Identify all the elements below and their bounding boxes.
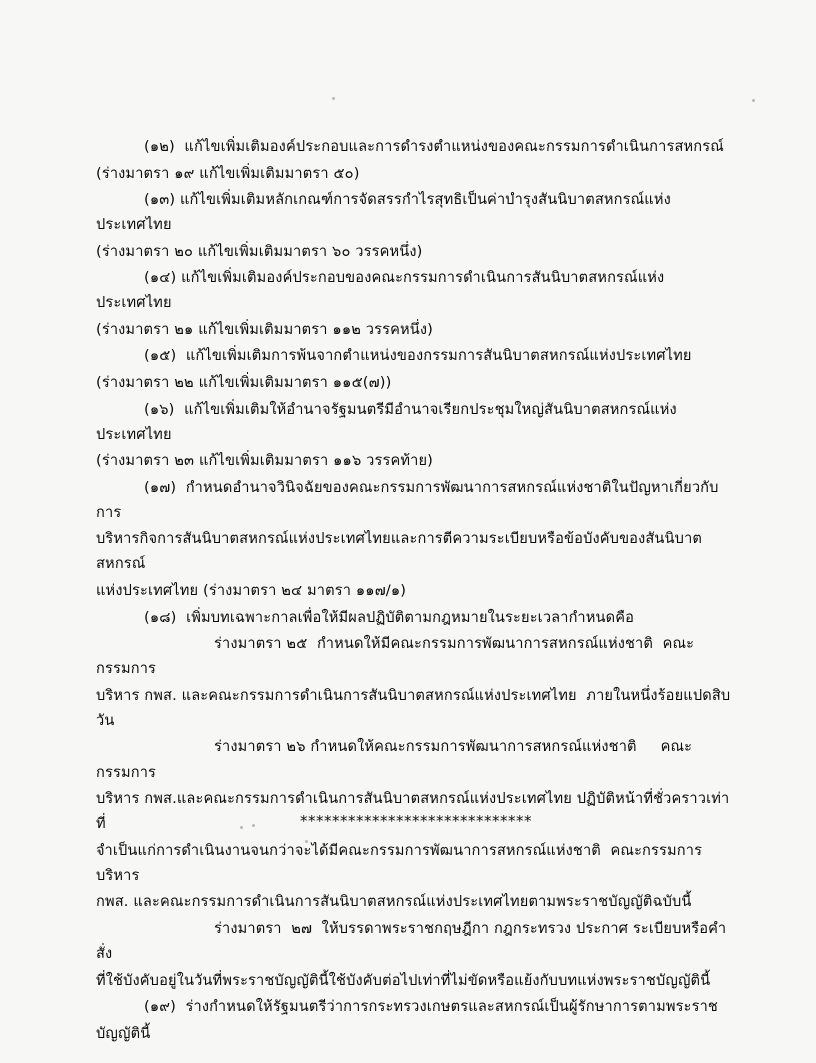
scan-speck [752, 99, 755, 102]
paragraph: บริหาร กพส.และคณะกรรมการดำเนินการสันนิบาตสหกรณ์แห่งประเทศไทย ปฏิบัติหน้าที่ชั่วคราวเท่าที่ [96, 790, 730, 833]
paragraph: (๑๖) แก้ไขเพิ่มเติมให้อำนาจรัฐมนตรีมีอำนาจเรียกประชุมใหญ่สันนิบาตสหกรณ์แห่งประเทศไทย [96, 400, 677, 443]
paragraph: (ร่างมาตรา ๒๓ แก้ไขเพิ่มเติมมาตรา ๑๑๖ วรรคท้าย) [96, 452, 433, 470]
paragraph: (๑๒) แก้ไขเพิ่มเติมองค์ประกอบและการดำรงตำแหน่งของคณะกรรมการดำเนินการสหกรณ์ [144, 138, 724, 155]
paragraph: บริหาร กพส. และคณะกรรมการดำเนินการสันนิบาตสหกรณ์แห่งประเทศไทย ภายในหนึ่งร้อยแปดสิบวัน [96, 686, 731, 729]
paragraph: (๑๗) กำหนดอำนาจวินิจฉัยของคณะกรรมการพัฒนาการสหกรณ์แห่งชาติในปัญหาเกี่ยวกับการ [96, 478, 719, 521]
paragraph: (ร่างมาตรา ๒๑ แก้ไขเพิ่มเติมมาตรา ๑๑๒ วรรคหนึ่ง) [96, 320, 433, 338]
paragraph: กพส. และคณะกรรมการดำเนินการสันนิบาตสหกรณ์แห่งประเทศไทยตามพระราชบัญญัติฉบับนี้ [96, 893, 692, 911]
paragraph: (๑๘) เพิ่มบทเฉพาะกาลเพื่อให้มีผลปฏิบัติตามกฎหมายในระยะเวลากำหนดคือ [144, 608, 635, 626]
paragraph: ร่างมาตรา ๒๖ กำหนดให้คณะกรรมการพัฒนาการสหกรณ์แห่งชาติ คณะกรรมการ [96, 738, 693, 781]
paragraph: (ร่างมาตรา ๒๒ แก้ไขเพิ่มเติมมาตรา ๑๑๕(๗)) [96, 374, 392, 392]
footer-divider: ***************************** [300, 812, 532, 830]
paragraph: บริหารกิจการสันนิบาตสหกรณ์แห่งประเทศไทยและการตีความระเบียบหรือข้อบังคับของสันนิบาตสหกรณ์ [96, 530, 703, 573]
paragraph: (๑๔) แก้ไขเพิ่มเติมองค์ประกอบของคณะกรรมการดำเนินการสันนิบาตสหกรณ์แห่งประเทศไทย [96, 269, 665, 312]
scan-speck [332, 97, 335, 100]
paragraph: (๑๙) ร่างกำหนดให้รัฐมนตรีว่าการกระทรวงเกษตรและสหกรณ์เป็นผู้รักษาการตามพระราช [144, 998, 718, 1016]
paragraph: (๑๕) แก้ไขเพิ่มเติมการพ้นจากตำแหน่งของกรรมการสันนิบาตสหกรณ์แห่งประเทศไทย [144, 347, 692, 365]
paragraph: จำเป็นแก่การดำเนินงานจนกว่าจะได้มีคณะกรรมการพัฒนาการสหกรณ์แห่งชาติ คณะกรรมการบริหาร [96, 841, 703, 884]
paragraph: ร่างมาตรา ๒๕ กำหนดให้มีคณะกรรมการพัฒนาการสหกรณ์แห่งชาติ คณะกรรมการ [96, 635, 695, 678]
paragraph: ที่ใช้บังคับอยู่ในวันที่พระราชบัญญัตินี้ใช้บังคับต่อไปเท่าที่ไม่ขัดหรือแย้งกับบทแห่งพระราชบัญญัตินี้ [96, 971, 711, 989]
paragraph: (ร่างมาตรา ๒๐ แก้ไขเพิ่มเติมมาตรา ๖๐ วรรคหนึ่ง) [96, 242, 423, 260]
paragraph: แห่งประเทศไทย (ร่างมาตรา ๒๔ มาตรา ๑๑๗/๑) [96, 582, 407, 600]
paragraph: (ร่างมาตรา ๑๙ แก้ไขเพิ่มเติมมาตรา ๕๐) [96, 164, 360, 182]
document-body [96, 134, 736, 1047]
paragraph: บัญญัตินี้ [96, 1024, 151, 1042]
paragraph: (๑๓) แก้ไขเพิ่มเติมหลักเกณฑ์การจัดสรรกำไรสุทธิเป็นค่าบำรุงสันนิบาตสหกรณ์แห่งประเทศไทย [96, 191, 671, 234]
paragraph: ร่างมาตรา ๒๗ ให้บรรดาพระราชกฤษฎีกา กฎกระทรวง ประกาศ ระเบียบหรือคำสั่ง [96, 919, 727, 962]
